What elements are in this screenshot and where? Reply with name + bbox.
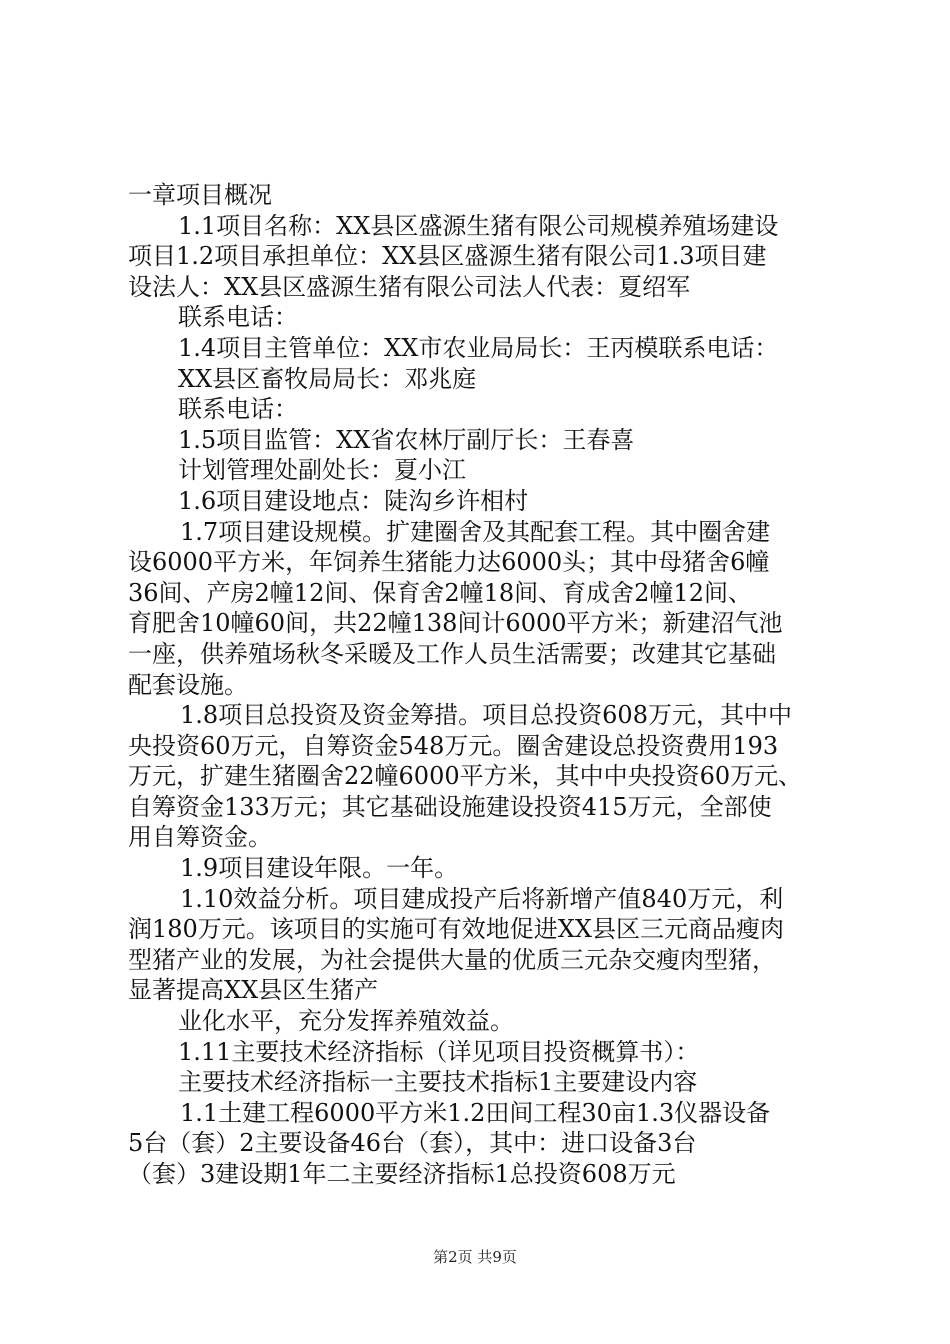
text-line: 36间、产房2幢12间、保育舍2幢18间、育成舍2幢12间、 [128,578,752,607]
text-line: 1.5项目监管：XX省农林厅副厅长：王春喜 [178,425,635,454]
text-line: XX县区畜牧局局长：邓兆庭 [178,364,477,393]
text-line: 1.1土建工程6000平方米1.2田间工程30亩1.3仪器设备 [180,1098,771,1127]
text-line: 1.9项目建设年限。一年。 [180,854,459,883]
text-line: 用自筹资金。 [128,823,272,852]
text-line: 育肥舍10幢60间，共22幢138间计6000平方米；新建沼气池 [128,609,783,638]
text-line: 联系电话： [178,395,298,424]
text-line: 润180万元。该项目的实施可有效地促进XX县区三元商品瘦肉 [128,915,784,944]
page-footer: 第2页 共9页 [433,1248,517,1266]
text-line: 一章项目概况 [128,181,272,209]
text-line: 主要技术经济指标一主要技术指标1主要建设内容 [178,1068,698,1097]
text-line: 1.7项目建设规模。扩建圈舍及其配套工程。其中圈舍建 [180,517,771,546]
text-line: 设法人：XX县区盛源生猪有限公司法人代表：夏绍军 [128,272,691,301]
text-line: 1.6项目建设地点：陡沟乡许相村 [178,486,529,515]
document-body [128,180,828,1190]
text-line: 一座，供养殖场秋冬采暖及工作人员生活需要；改建其它基础 [128,639,776,668]
text-line: 联系电话： [178,303,298,332]
text-line: 型猪产业的发展，为社会提供大量的优质三元杂交瘦肉型猪， [128,945,776,974]
text-line: 1.1项目名称：XX县区盛源生猪有限公司规模养殖场建设 [178,211,779,240]
text-line: 计划管理处副处长：夏小江 [178,456,466,485]
text-line: 设6000平方米，年饲养生猪能力达6000头；其中母猪舍6幢 [128,548,770,577]
text-line: 显著提高XX县区生猪产 [128,976,379,1005]
text-line: 万元，扩建生猪圈舍22幢6000平方米，其中中央投资60万元、 [128,762,803,791]
text-line: 央投资60万元，自筹资金548万元。圈舍建设总投资费用193 [128,731,779,760]
text-line: 5台（套）2主要设备46台（套），其中：进口设备3台 [128,1129,697,1158]
text-line: （套）3建设期1年二主要经济指标1总投资608万元 [128,1160,676,1188]
text-line: 1.8项目总投资及资金筹措。项目总投资608万元，其中中 [180,701,792,730]
text-line: 配套设施。 [128,670,248,699]
text-line: 业化水平，充分发挥养殖效益。 [178,1007,514,1036]
text-line: 项目1.2项目承担单位：XX县区盛源生猪有限公司1.3项目建 [128,242,767,271]
text-line: 1.11主要技术经济指标（详见项目投资概算书）： [178,1037,700,1066]
text-line: 1.10效益分析。项目建成投产后将新增产值840万元，利 [180,884,784,913]
text-line: 1.4项目主管单位：XX市农业局局长：王丙模联系电话： [178,333,779,362]
text-line: 自筹资金133万元；其它基础设施建设投资415万元，全部使 [128,792,772,821]
